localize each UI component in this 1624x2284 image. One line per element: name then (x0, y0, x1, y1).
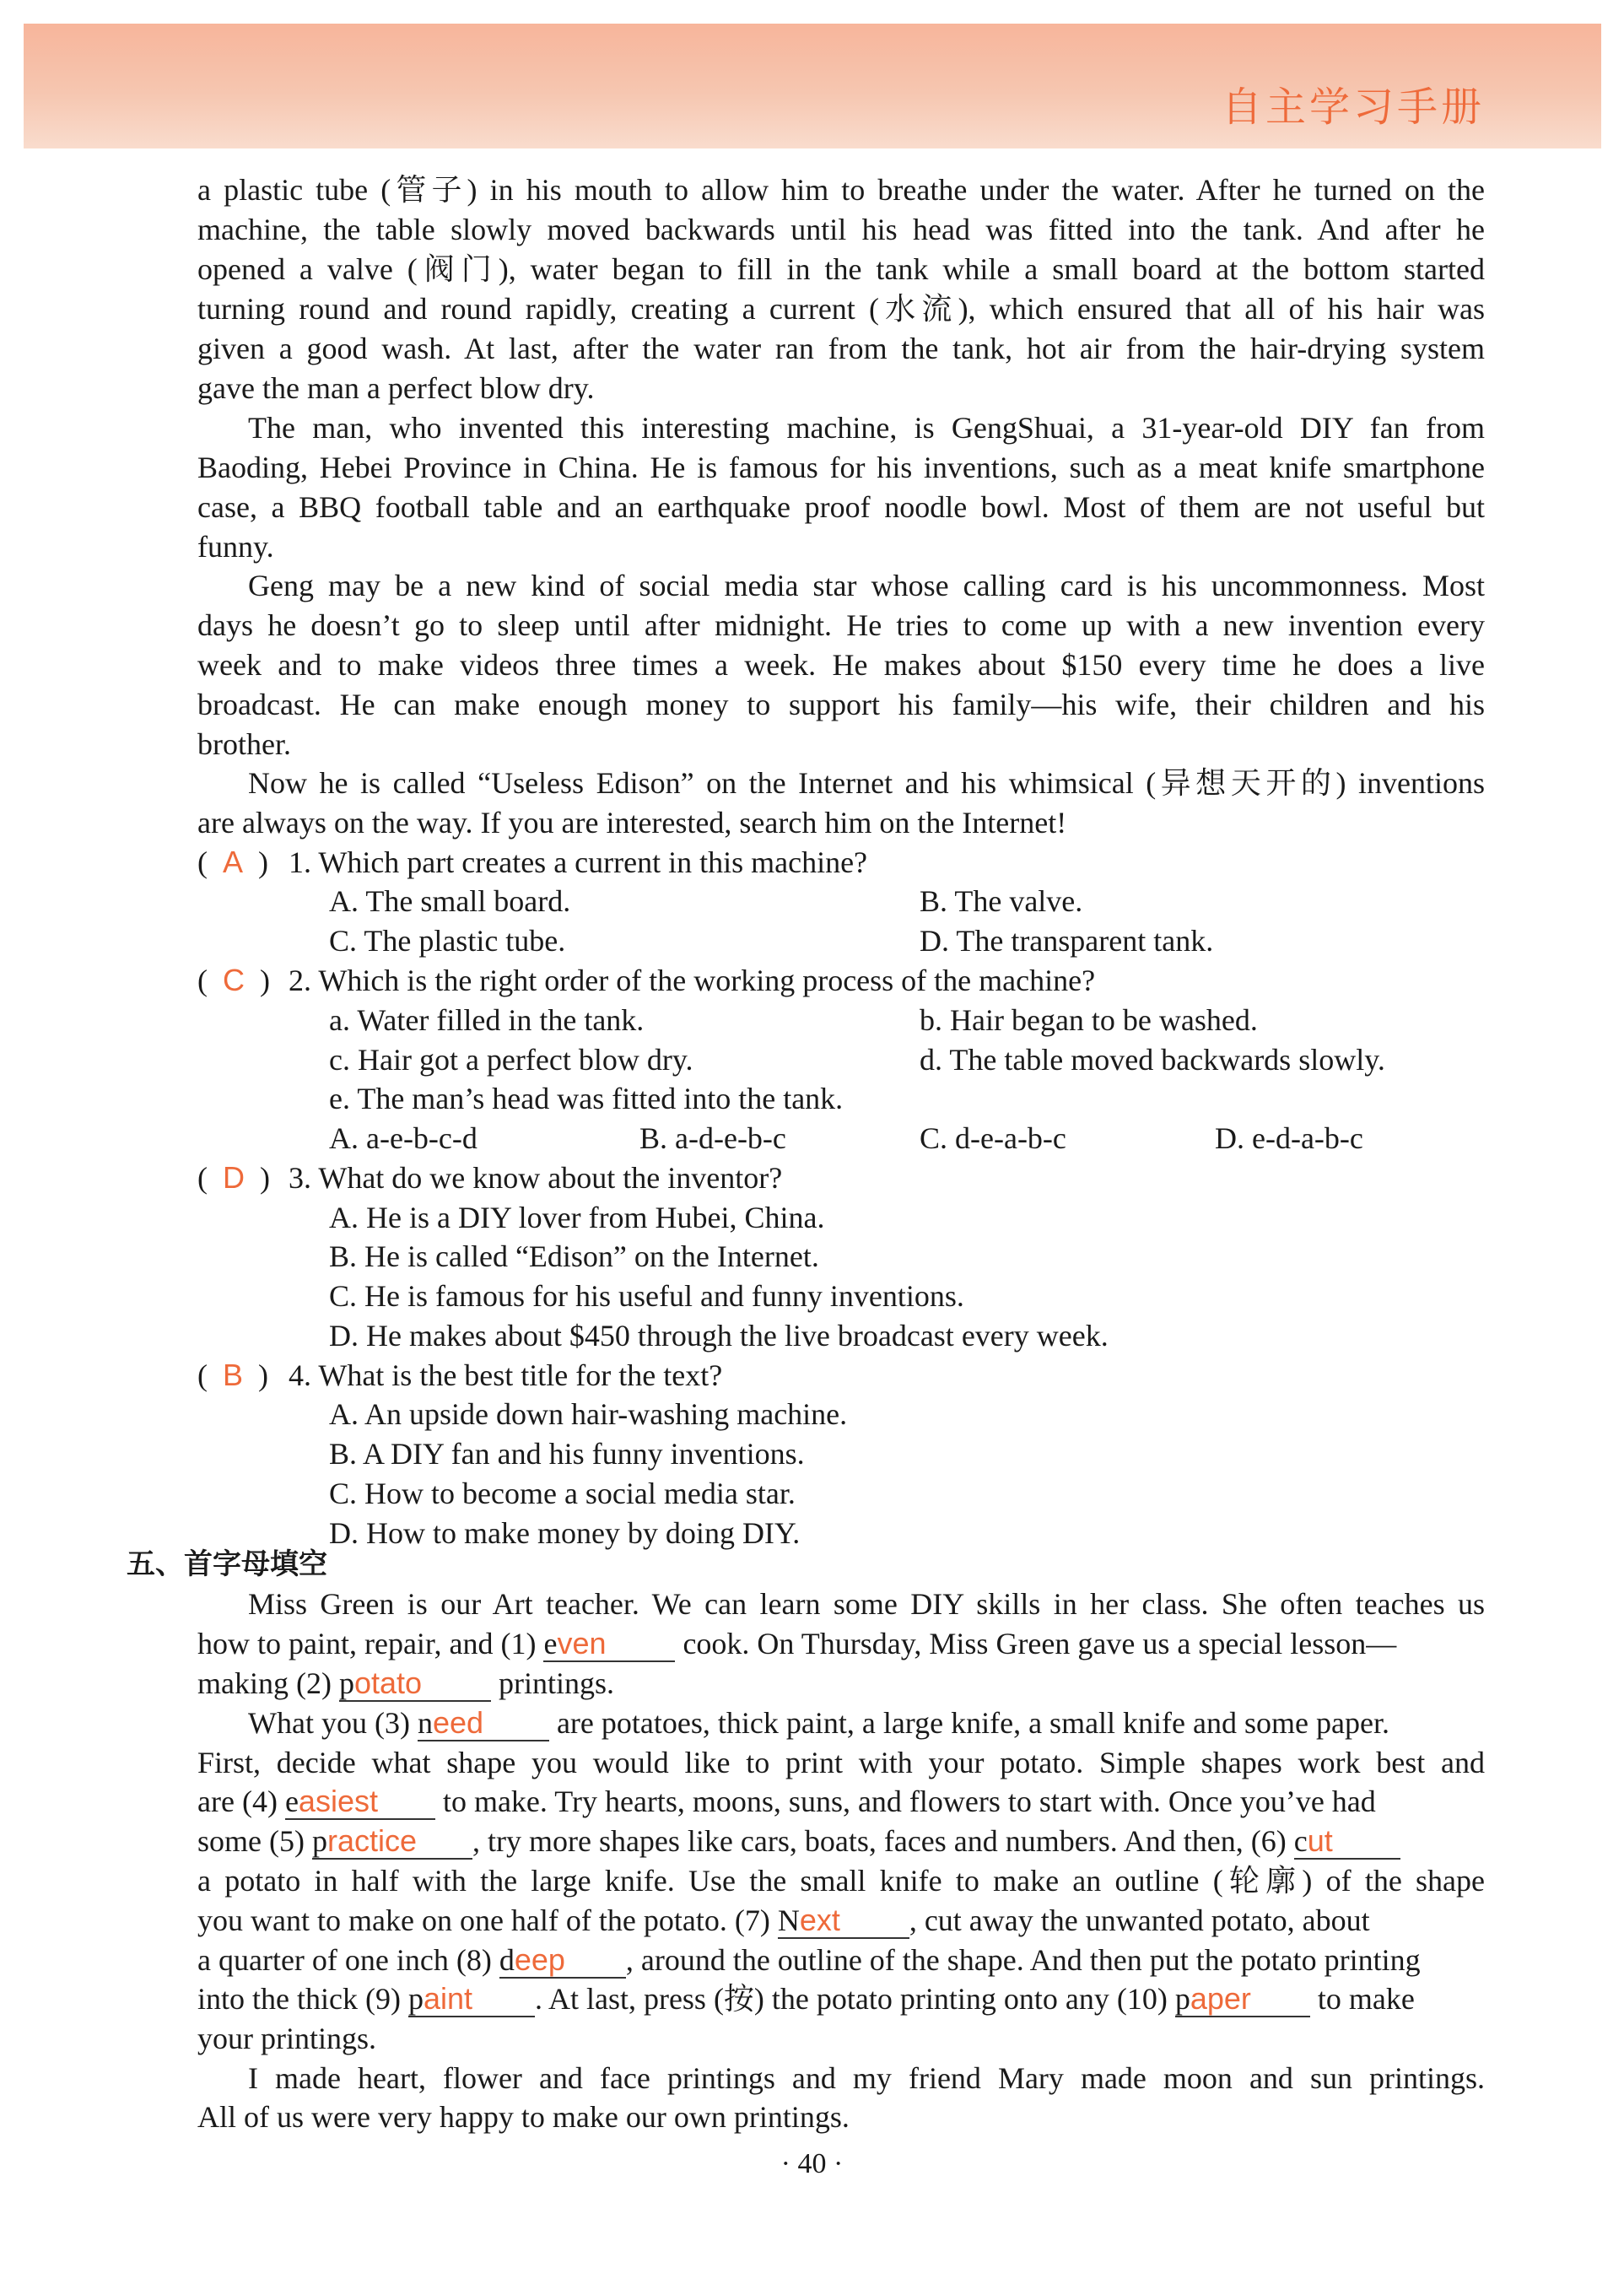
cloze-line (248, 1704, 1485, 1742)
option: A. An upside down hair-washing machine. (329, 1397, 848, 1431)
option: B. The valve. (920, 884, 1083, 918)
first-letter: c (1293, 1824, 1308, 1858)
cloze-line (197, 1624, 1485, 1663)
cloze-text: , cut away the unwanted potato, about (909, 1903, 1370, 1937)
first-letter: e (543, 1627, 558, 1660)
cloze-text: printings. (490, 1666, 614, 1700)
process-step: a. Water filled in the tank. (329, 1003, 645, 1037)
blank-answer: aint (423, 1981, 472, 2016)
blank-10[interactable] (1175, 1982, 1310, 2017)
answer-bracket: ( C ) (197, 963, 270, 997)
option: D. e-d-a-b-c (1215, 1121, 1363, 1155)
passage-line: Geng may be a new kind of social media star whose calling card is his uncommonness. Most (248, 569, 1485, 602)
first-letter: p (1174, 1982, 1190, 2016)
answer-mark: B (223, 1358, 244, 1392)
cloze-text: a quarter of one inch (197, 1943, 456, 1977)
first-letter: N (777, 1903, 800, 1937)
cloze-text: are potatoes, thick paint, a large knife, a small knife and some paper. (548, 1706, 1389, 1740)
blank-answer: ut (1307, 1823, 1333, 1858)
option: A. The small board. (329, 884, 571, 918)
passage-line: funny. (197, 530, 274, 564)
blank-number: (3) (374, 1706, 410, 1740)
blank-6[interactable] (1294, 1824, 1400, 1860)
question-stem: 1. Which part creates a current in this machine? (289, 845, 868, 879)
cloze-text: how to paint, repair, and (197, 1627, 501, 1660)
cloze-line (197, 1941, 1485, 1979)
option: B. A DIY fan and his funny inventions. (329, 1437, 805, 1471)
answer-mark: A (223, 845, 244, 879)
answer-bracket: ( D ) (197, 1160, 270, 1195)
cloze-text: to make. Try hearts, moons, suns, and flowers to start with. Once you’ve had (434, 1785, 1376, 1818)
header-title: 自主学习手册 (1221, 84, 1485, 131)
blank-number: (4) (241, 1785, 278, 1818)
option: D. The transparent tank. (920, 924, 1214, 958)
blank-answer: eep (514, 1942, 565, 1977)
blank-number: (2) (295, 1666, 332, 1700)
option: C. How to become a social media star. (329, 1477, 796, 1510)
first-letter: p (338, 1666, 354, 1700)
blank-answer: otato (353, 1666, 423, 1700)
cloze-text: , try more shapes like cars, boats, faces and numbers. And then, (472, 1824, 1251, 1858)
passage-line: Baoding, Hebei Province in China. He is famous for his inventions, such as a meat knife smartphone (197, 451, 1485, 484)
option: B. He is called “Edison” on the Internet. (329, 1239, 819, 1273)
cloze-line (197, 1782, 1485, 1821)
blank-number: (5) (269, 1824, 305, 1858)
first-letter: e (284, 1785, 299, 1818)
cloze-text: you want to make on one half of the potato. (197, 1903, 735, 1937)
passage-line: turning round and round rapidly, creating a current (水流), which ensured that all of his hair was (197, 292, 1485, 326)
first-letter: p (311, 1824, 327, 1858)
cloze-line: I made heart, flower and face printings and my friend Mary made moon and sun printings. (248, 2061, 1485, 2095)
cloze-line: First, decide what shape you would like to print with your potato. Simple shapes work best and (197, 1746, 1485, 1779)
option: D. How to make money by doing DIY. (329, 1516, 801, 1550)
cloze-text: cook. On Thursday, Miss Green gave us a special lesson— (675, 1627, 1397, 1660)
passage-line: gave the man a perfect blow dry. (197, 371, 595, 405)
blank-2[interactable] (339, 1666, 491, 1702)
cloze-line: your printings. (197, 2022, 376, 2055)
process-step: b. Hair began to be washed. (920, 1003, 1258, 1037)
cloze-text: , around the outline of the shape. And then put the potato printing (625, 1943, 1421, 1977)
question-stem: 3. What do we know about the inventor? (289, 1161, 783, 1195)
cloze-line: Miss Green is our Art teacher. We can learn some DIY skills in her class. She often teaches us (248, 1587, 1485, 1621)
blank-1[interactable] (543, 1627, 675, 1662)
question-stem: 4. What is the best title for the text? (289, 1358, 723, 1392)
answer-mark: D (223, 1160, 245, 1195)
cloze-text: into the thick (197, 1982, 365, 2016)
passage-line: brother. (197, 727, 291, 761)
passage-line: machine, the table slowly moved backwards until his head was fitted into the tank. And after he (197, 213, 1485, 246)
blank-4[interactable] (285, 1785, 435, 1820)
cloze-text: to make (1309, 1982, 1415, 2016)
passage-line: given a good wash. At last, after the water ran from the tank, hot air from the hair-drying system (197, 332, 1485, 365)
question-4 (197, 1356, 1485, 1395)
cloze-line (197, 1901, 1485, 1940)
option: D. He makes about $450 through the live broadcast every week. (329, 1319, 1109, 1353)
question-3 (197, 1158, 1485, 1197)
cloze-line (197, 1979, 1485, 2018)
question-2 (197, 961, 1485, 1000)
option: A. He is a DIY lover from Hubei, China. (329, 1201, 825, 1234)
passage-line: a plastic tube (管子) in his mouth to allow him to breathe under the water. After he turned on the (197, 173, 1485, 207)
blank-answer: ext (799, 1903, 840, 1937)
option: A. a-e-b-c-d (329, 1121, 477, 1155)
option: C. d-e-a-b-c (920, 1121, 1066, 1155)
passage-line: case, a BBQ football table and an earthquake proof noodle bowl. Most of them are not useful but (197, 490, 1485, 524)
blank-number: (6) (1250, 1824, 1287, 1858)
cloze-text: . At last, press (按) the potato printing onto any (534, 1982, 1117, 2016)
first-letter: n (417, 1706, 433, 1740)
passage-line: week and to make videos three times a week. He makes about $150 every time he does a live (197, 648, 1485, 682)
cloze-text: What you (248, 1706, 375, 1740)
cloze-line: All of us were very happy to make our own printings. (197, 2100, 850, 2134)
blank-number: (9) (364, 1982, 401, 2016)
question-stem: 2. Which is the right order of the working process of the machine? (289, 964, 1096, 997)
cloze-line (197, 1664, 1485, 1703)
blank-3[interactable] (418, 1706, 549, 1741)
cloze-line: a potato in half with the large knife. Use the small knife to make an outline (轮廓) of the shape (197, 1864, 1485, 1898)
cloze-line (197, 1822, 1485, 1860)
blank-number: (8) (456, 1943, 492, 1977)
blank-answer: eed (432, 1705, 484, 1740)
cloze-text: making (197, 1666, 296, 1700)
blank-number: (10) (1116, 1982, 1168, 2016)
process-step: e. The man’s head was fitted into the tank. (329, 1082, 844, 1115)
passage-line: Now he is called “Useless Edison” on the Internet and his whimsical (异想天开的) inventions (248, 766, 1485, 800)
option: C. The plastic tube. (329, 924, 566, 958)
blank-answer: ven (557, 1626, 607, 1660)
passage-line: opened a valve (阀门), water began to fill in the tank while a small board at the bottom started (197, 252, 1485, 286)
passage-line: are always on the way. If you are interested, search him on the Internet! (197, 806, 1067, 840)
passage-line: The man, who invented this interesting machine, is GengShuai, a 31-year-old DIY fan from (248, 411, 1485, 445)
blank-7[interactable] (778, 1903, 909, 1939)
option: B. a-d-e-b-c (639, 1121, 786, 1155)
cloze-text: are (197, 1785, 242, 1818)
blank-answer: aper (1190, 1981, 1251, 2016)
blank-8[interactable] (499, 1943, 626, 1979)
first-letter: p (407, 1982, 424, 2016)
option: C. He is famous for his useful and funny inventions. (329, 1279, 964, 1313)
blank-9[interactable] (408, 1982, 535, 2017)
blank-number: (1) (500, 1627, 537, 1660)
answer-mark: C (223, 963, 245, 997)
section-title: 五、首字母填空 (127, 1547, 327, 1581)
question-1 (197, 843, 1485, 882)
process-step: c. Hair got a perfect blow dry. (329, 1043, 693, 1077)
header-banner (24, 24, 1601, 148)
passage-line: days he doesn’t go to sleep until after midnight. He tries to come up with a new invention every (197, 608, 1485, 642)
blank-5[interactable] (312, 1824, 472, 1860)
page-number: · 40 · (780, 2148, 844, 2179)
first-letter: d (499, 1943, 515, 1977)
blank-number: (7) (734, 1903, 770, 1937)
cloze-text: some (197, 1824, 269, 1858)
answer-bracket: ( B ) (197, 1358, 269, 1392)
blank-answer: asiest (298, 1784, 378, 1818)
answer-bracket: ( A ) (197, 845, 269, 879)
process-step: d. The table moved backwards slowly. (920, 1043, 1385, 1077)
passage-line: broadcast. He can make enough money to support his family—his wife, their children and his (197, 688, 1485, 721)
blank-answer: ractice (326, 1823, 418, 1858)
